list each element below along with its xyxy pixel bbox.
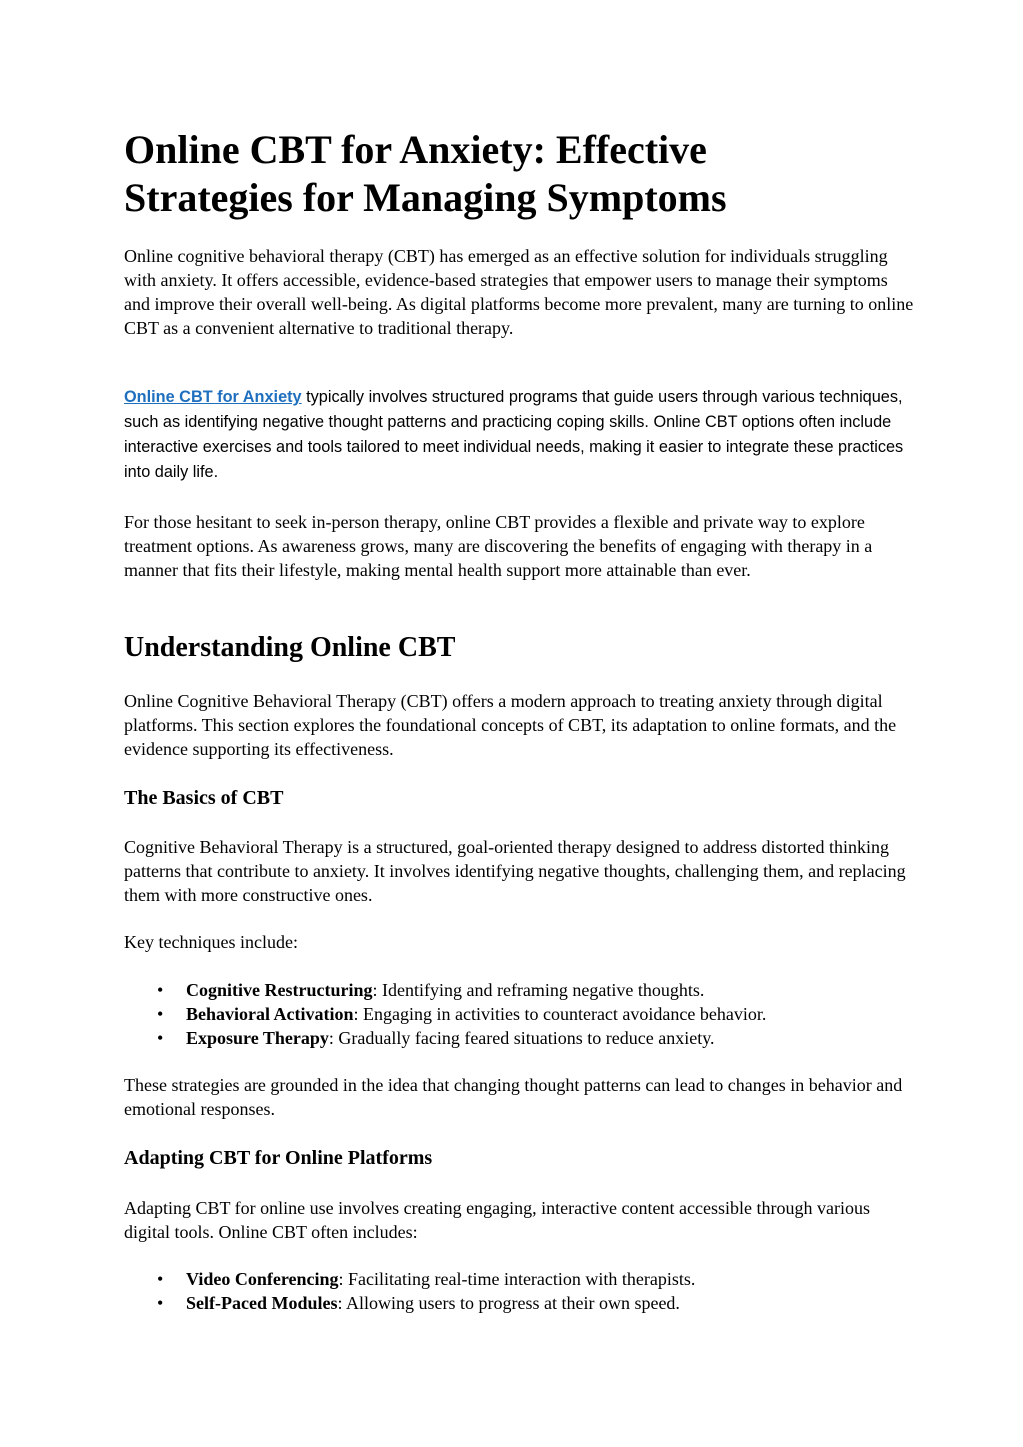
list-item-term: Behavioral Activation bbox=[186, 1004, 354, 1024]
adapting-paragraph: Adapting CBT for online use involves creating engaging, interactive content accessible through various digital tools. Online CBT often includes: bbox=[124, 1198, 870, 1242]
list-item-term: Video Conferencing bbox=[186, 1269, 339, 1289]
list-item bbox=[124, 978, 904, 1002]
key-techniques-intro: Key techniques include: bbox=[124, 932, 298, 952]
list-item-desc: : Engaging in activities to counteract avoidance behavior. bbox=[353, 1004, 767, 1024]
link-paragraph bbox=[124, 385, 904, 485]
list-item-term: Self-Paced Modules bbox=[186, 1293, 338, 1313]
list-item-desc: : Gradually facing feared situations to reduce anxiety. bbox=[328, 1028, 715, 1048]
online-features-list bbox=[124, 1267, 904, 1315]
list-item-term: Cognitive Restructuring bbox=[186, 980, 373, 1000]
link-paragraph-text: typically involves structured programs that guide users through various techniques, such as identifying negative thought patterns and practicing coping skills. Online CBT options often include interactive exercises and tools tailored to meet individual needs, making it easier to integrate these practices into daily life. bbox=[124, 388, 904, 481]
list-item bbox=[124, 1026, 904, 1050]
title-line-2: Strategies for Managing Symptoms bbox=[124, 175, 727, 220]
list-item-term: Exposure Therapy bbox=[186, 1028, 329, 1048]
list-item bbox=[124, 1002, 904, 1026]
heading-understanding-online-cbt: Understanding Online CBT bbox=[124, 632, 456, 663]
list-item-desc: : Allowing users to progress at their own speed. bbox=[337, 1293, 680, 1313]
hesitant-paragraph: For those hesitant to seek in-person therapy, online CBT provides a flexible and private way to explore treatment options. As awareness grows, many are discovering the benefits of engaging with therapy in a manner that fits their lifestyle, making mental health support more attainable than ever. bbox=[124, 512, 873, 580]
page-title bbox=[124, 126, 904, 222]
basics-closing-paragraph: These strategies are grounded in the idea that changing thought patterns can lead to changes in behavior and emotional responses. bbox=[124, 1075, 903, 1119]
understanding-paragraph: Online Cognitive Behavioral Therapy (CBT) offers a modern approach to treating anxiety through digital platforms. This section explores the foundational concepts of CBT, its adaptation to online formats, and the evidence supporting its effectiveness. bbox=[124, 691, 897, 759]
title-line-1: Online CBT for Anxiety: Effective bbox=[124, 127, 707, 172]
list-item-desc: : Facilitating real-time interaction with therapists. bbox=[338, 1269, 696, 1289]
list-item-desc: : Identifying and reframing negative thoughts. bbox=[372, 980, 705, 1000]
techniques-list bbox=[124, 978, 904, 1050]
list-item bbox=[124, 1291, 904, 1315]
intro-paragraph: Online cognitive behavioral therapy (CBT) has emerged as an effective solution for individuals struggling with anxiety. It offers accessible, evidence-based strategies that empower users to manage their symptoms and improve their overall well-being. As digital platforms become more prevalent, many are turning to online CBT as a convenient alternative to traditional therapy. bbox=[124, 246, 914, 338]
heading-basics-of-cbt: The Basics of CBT bbox=[124, 787, 284, 809]
heading-adapting-cbt: Adapting CBT for Online Platforms bbox=[124, 1147, 433, 1169]
list-item bbox=[124, 1267, 904, 1291]
basics-paragraph: Cognitive Behavioral Therapy is a structured, goal-oriented therapy designed to address distorted thinking patterns that contribute to anxiety. It involves identifying negative thoughts, challenging them, and replacing them with more constructive ones. bbox=[124, 837, 906, 905]
online-cbt-link[interactable]: Online CBT for Anxiety bbox=[124, 388, 302, 406]
